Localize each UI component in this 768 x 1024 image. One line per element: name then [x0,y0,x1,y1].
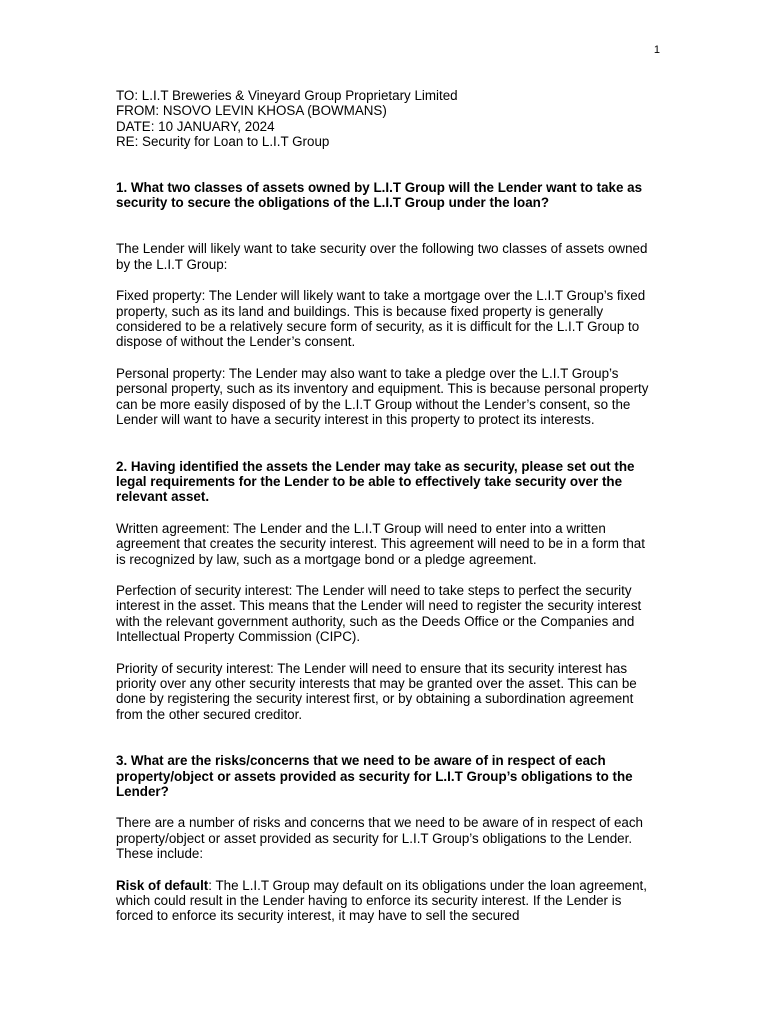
q1-personal-property-paragraph: Personal property: The Lender may also want to take a pledge over the L.I.T Group’s personal property, such as its inventory and equipment. This is because personal property can be more easily disposed of by the L.I.T Group without the Lender’s consent, so the Lender will want to have a security interest in this property to protect its interests. [116,365,649,428]
q1-intro-paragraph: The Lender will likely want to take security over the following two classes of assets owned by the L.I.T Group: [116,241,648,272]
memo-re: RE: Security for Loan to L.I.T Group [116,134,330,150]
q1-fixed-property-paragraph: Fixed property: The Lender will likely want to take a mortgage over the L.I.T Group’s fixed property, such as its land and buildings. This is because fixed property is generally considered to be a relatively secure form of security, as it is difficult for the L.I.T Group to dispose of without the Lender’s consent. [116,288,646,350]
question-2-section [116,459,656,723]
question-1-section [116,180,656,428]
memo-from: FROM: NSOVO LEVIN KHOSA (BOWMANS) [116,103,387,119]
q2-perfection-paragraph: Perfection of security interest: The Lender will need to take steps to perfect the security interest in the asset. This means that the Lender will need to register the security interest with the relevant government authority, such as the Deeds Office or the Companies and Intellectual Property Commission (CIPC). [116,582,642,645]
memo-to: TO: L.I.T Breweries & Vineyard Group Proprietary Limited [116,88,458,103]
q3-risk-of-default-paragraph [116,878,656,924]
page-number: 1 [653,44,660,56]
memo-header [116,88,656,150]
memo-body [116,88,656,924]
risk-of-default-label: Risk of default [116,877,209,893]
risk-of-default-text: : The L.I.T Group may default on its obligations under the loan agreement, which could result in the Lender having to enforce its security interest. If the Lender is forced to enforce its security interest, it may have to sell the secured [116,877,647,924]
q2-written-agreement-paragraph: Written agreement: The Lender and the L.I.T Group will need to enter into a written agreement that creates the security interest. This agreement will need to be in a form that is recognized by law, such as a mortgage bond or a pledge agreement. [116,520,645,567]
question-1-heading: 1. What two classes of assets owned by L.I.T Group will the Lender want to take as security to secure the obligations of the L.I.T Group under the loan? [116,179,643,211]
question-2-heading: 2. Having identified the assets the Lender may take as security, please set out the legal requirements for the Lender to be able to effectively take security over the relevant asset. [116,458,635,505]
q2-priority-paragraph: Priority of security interest: The Lender will need to ensure that its security interest has priority over any other security interests that may be granted over the asset. This can be done by registering the security interest first, or by obtaining a subordination agreement from the other secured creditor. [116,660,637,722]
q3-intro-paragraph: There are a number of risks and concerns that we need to be aware of in respect of each property/object or asset provided as security for L.I.T Group’s obligations to the Lender. These include: [116,815,643,862]
question-3-heading: 3. What are the risks/concerns that we need to be aware of in respect of each property/object or assets provided as security for L.I.T Group’s obligations to the Lender? [116,753,633,799]
memo-date: DATE: 10 JANUARY, 2024 [116,118,275,134]
question-3-section [116,753,656,924]
